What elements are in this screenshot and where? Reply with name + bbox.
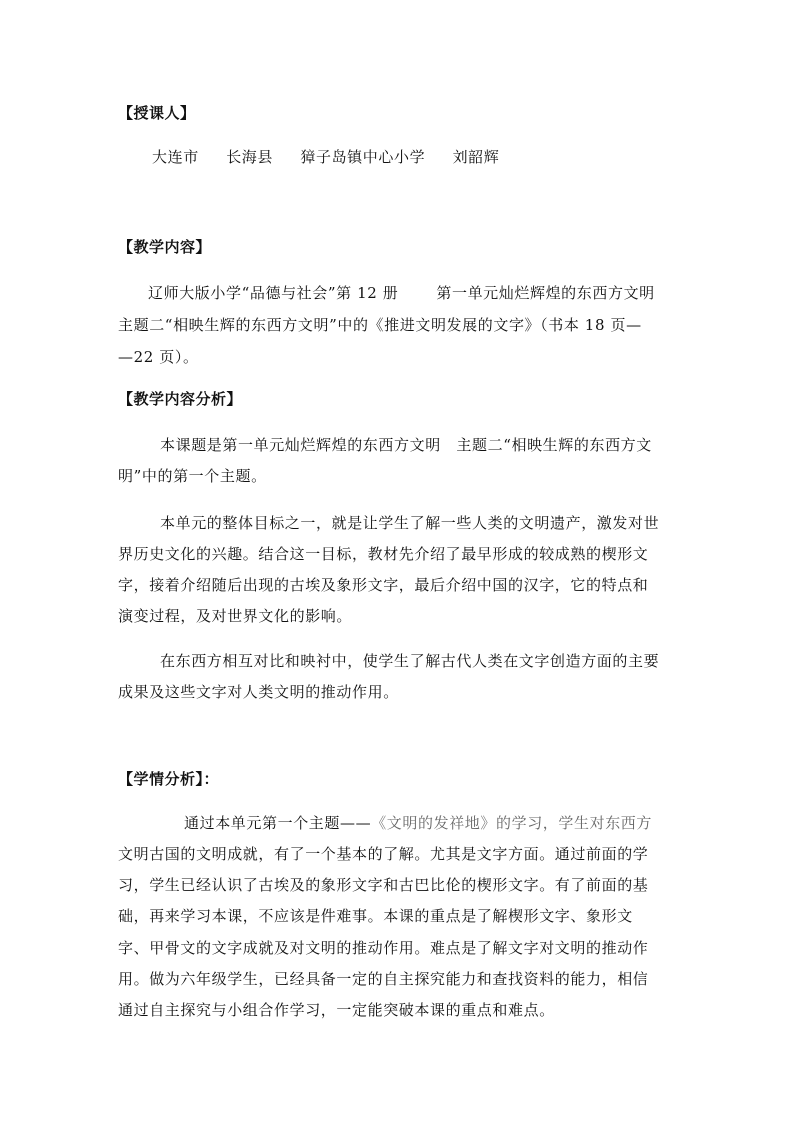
analysis-p1-line-1: 本课题是第一单元灿烂辉煌的东西方文明 主题二“相映生辉的东西方文	[160, 436, 652, 454]
analysis-p2-line-4: 演变过程，及对世界文化的影响。	[118, 607, 353, 625]
analysis-heading: 【教学内容分析】	[118, 390, 243, 408]
students-line-2: 文明古国的文明成就，有了一个基本的了解。尤其是文字方面。通过前面的学	[118, 845, 649, 863]
students-line-7: 通过自主探究与小组合作学习，一定能突破本课的重点和难点。	[118, 1001, 555, 1019]
instructor-city: 大连市	[152, 148, 199, 166]
students-line-3: 习，学生已经认识了古埃及的象形文字和古巴比伦的楔形文字。有了前面的基	[118, 876, 649, 894]
analysis-p2-line-2: 界历史文化的兴趣。结合这一目标，教材先介绍了最早形成的较成熟的楔形文	[118, 545, 649, 563]
analysis-p2-line-3: 字，接着介绍随后出现的古埃及象形文字，最后介绍中国的汉字，它的特点和	[118, 576, 649, 594]
content-line-3: —22 页）。	[118, 348, 199, 366]
analysis-p3-line-1: 在东西方相互对比和映衬中，使学生了解古代人类在文字创造方面的主要	[160, 652, 660, 670]
instructor-info	[152, 146, 521, 167]
instructor-county: 长海县	[226, 148, 273, 166]
analysis-p1-line-2: 明”中的第一个主题。	[118, 467, 267, 485]
analysis-p3-line-2: 成果及这些文字对人类文明的推动作用。	[118, 683, 399, 701]
students-intro-end: 学生对东西方	[558, 814, 653, 832]
content-line-2: 主题二“相映生辉的东西方文明”中的《推进文明发展的文字》（书本 18 页—	[118, 316, 642, 334]
content-heading: 【教学内容】	[118, 238, 212, 256]
students-line-6: 用。做为六年级学生，已经具备一定的自主探究能力和查找资料的能力，相信	[118, 970, 649, 988]
students-heading: 【学情分析】：	[118, 770, 220, 788]
content-line-1	[148, 282, 655, 303]
content-unit: 第一单元灿烂辉煌的东西方文明	[436, 284, 655, 302]
analysis-p2-line-1: 本单元的整体目标之一，就是让学生了解一些人类的文明遗产，激发对世	[160, 514, 660, 532]
students-topic-title: 《文明的发祥地》的学习，	[371, 814, 559, 832]
content-book: 辽师大版小学“品德与社会”第 12 册	[148, 284, 399, 302]
students-intro: 通过本单元第一个主题——	[184, 814, 372, 832]
instructor-heading: 【授课人】	[118, 104, 196, 122]
students-line-1	[184, 812, 652, 833]
students-line-4: 础，再来学习本课，不应该是件难事。本课的重点是了解楔形文字、象形文	[118, 907, 633, 925]
instructor-name: 刘韶辉	[452, 148, 500, 166]
instructor-school: 獐子岛镇中心小学	[300, 148, 426, 166]
students-line-5: 字、甲骨文的文字成就及对文明的推动作用。难点是了解文字对文明的推动作	[118, 939, 649, 957]
